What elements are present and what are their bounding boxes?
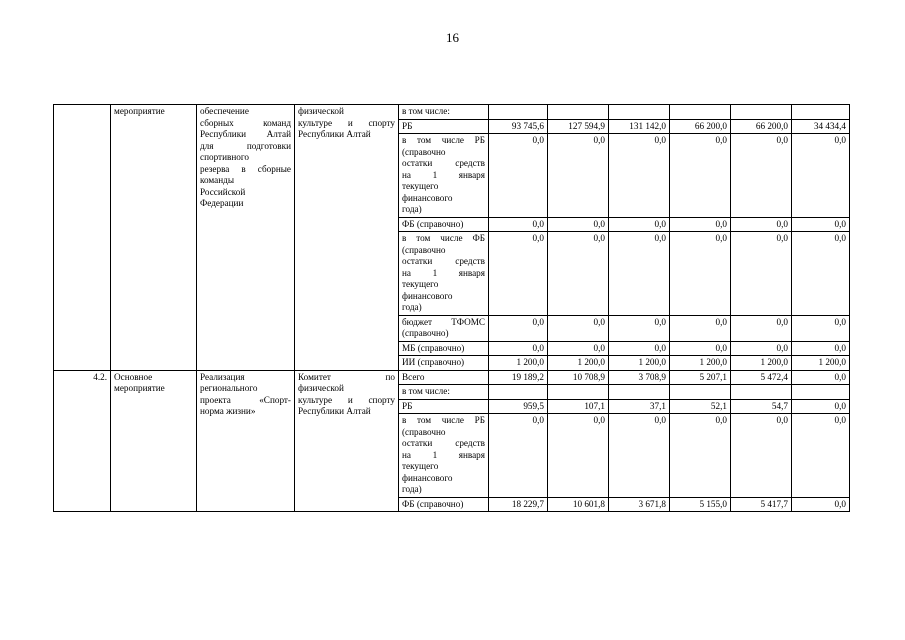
cell-line: культуре и спорту: [298, 394, 395, 405]
cell-description: [197, 370, 295, 512]
cell-line: в том числе:: [402, 106, 450, 116]
cell-executor: [295, 105, 399, 371]
cell-line: Республики Алтай: [298, 129, 371, 139]
cell-value: 1 200,0: [731, 356, 792, 371]
cell-source-label: [399, 119, 489, 134]
cell-line: в том числе:: [402, 386, 450, 396]
cell-line: на 1 января: [402, 169, 485, 180]
cell-value: [731, 385, 792, 400]
cell-value: [548, 105, 609, 120]
cell-source-label: [399, 356, 489, 371]
cell-source-label: [399, 105, 489, 120]
cell-value: 54,7: [731, 399, 792, 414]
cell-value: 0,0: [489, 414, 548, 498]
cell-value: 10 708,9: [548, 370, 609, 385]
cell-line: (справочно): [402, 328, 449, 338]
cell-line: года): [402, 302, 422, 312]
table-row: [54, 105, 850, 120]
cell-line: в том числе РБ: [402, 415, 485, 425]
cell-value: 0,0: [670, 341, 731, 356]
cell-value: 37,1: [609, 399, 670, 414]
cell-value: 0,0: [609, 315, 670, 341]
cell-value: 0,0: [731, 414, 792, 498]
cell-line: года): [402, 204, 422, 214]
cell-value: 3 708,9: [609, 370, 670, 385]
cell-line: регионального: [200, 383, 258, 393]
cell-line: физической: [298, 106, 344, 116]
cell-value: 1 200,0: [609, 356, 670, 371]
cell-value: 34 434,4: [792, 119, 850, 134]
cell-value: 0,0: [731, 341, 792, 356]
cell-source-label: [399, 370, 489, 385]
cell-value: [731, 105, 792, 120]
cell-line: ИИ (справочно): [402, 357, 465, 367]
cell-value: 0,0: [792, 341, 850, 356]
cell-value: 0,0: [489, 217, 548, 232]
cell-value: 0,0: [792, 370, 850, 385]
cell-value: 0,0: [609, 217, 670, 232]
cell-source-label: [399, 134, 489, 218]
cell-value: 93 745,6: [489, 119, 548, 134]
cell-line: (справочно: [402, 146, 446, 157]
cell-value: [609, 385, 670, 400]
cell-source-label: [399, 385, 489, 400]
cell-value: 959,5: [489, 399, 548, 414]
cell-value: 0,0: [731, 315, 792, 341]
cell-value: 0,0: [548, 217, 609, 232]
cell-index: [54, 105, 111, 371]
cell-line: ФБ (справочно): [402, 218, 464, 229]
cell-line: мероприятие: [114, 106, 165, 116]
page-number: 16: [446, 30, 459, 45]
cell-line: 4.2.: [93, 371, 107, 382]
cell-line: года): [402, 484, 422, 494]
cell-line: мероприятие: [114, 383, 165, 393]
cell-line: РБ: [402, 400, 413, 411]
cell-value: 1 200,0: [792, 356, 850, 371]
cell-value: 5 207,1: [670, 370, 731, 385]
cell-line: спортивного: [200, 152, 249, 162]
cell-line: текущего: [402, 181, 439, 191]
cell-index: [54, 370, 111, 512]
cell-value: 0,0: [792, 414, 850, 498]
cell-line: финансового: [402, 472, 453, 483]
cell-line: (справочно: [402, 244, 446, 255]
cell-value: 0,0: [670, 134, 731, 218]
cell-line: для подготовки: [200, 140, 291, 151]
cell-value: 0,0: [670, 414, 731, 498]
cell-value: 0,0: [792, 497, 850, 512]
cell-value: [792, 105, 850, 120]
cell-value: 0,0: [792, 232, 850, 316]
cell-value: 5 472,4: [731, 370, 792, 385]
cell-source-label: [399, 341, 489, 356]
cell-value: 0,0: [609, 414, 670, 498]
cell-value: 0,0: [489, 315, 548, 341]
cell-value: [489, 385, 548, 400]
cell-line: сборных команд: [200, 117, 291, 128]
cell-value: 0,0: [548, 341, 609, 356]
cell-value: 0,0: [489, 341, 548, 356]
cell-line: Республики Алтай: [200, 129, 291, 139]
cell-line: остатки средств: [402, 438, 485, 448]
cell-line: Комитет по: [298, 371, 395, 382]
cell-line: Российской: [200, 186, 246, 197]
cell-value: [609, 105, 670, 120]
cell-line: Реализация: [200, 371, 245, 382]
cell-value: 66 200,0: [731, 119, 792, 134]
cell-line: норма жизни»: [200, 406, 256, 416]
cell-line: на 1 января: [402, 449, 485, 460]
cell-value: 0,0: [670, 315, 731, 341]
cell-value: [489, 105, 548, 120]
cell-line: остатки средств: [402, 256, 485, 266]
cell-line: текущего: [402, 461, 439, 471]
cell-line: финансового: [402, 290, 453, 301]
cell-line: в том числе ФБ: [402, 233, 485, 243]
cell-value: [792, 385, 850, 400]
cell-value: 18 229,7: [489, 497, 548, 512]
cell-line: культуре и спорту: [298, 117, 395, 128]
cell-line: (справочно: [402, 426, 446, 437]
cell-value: 0,0: [609, 134, 670, 218]
cell-type: [111, 370, 197, 512]
cell-source-label: [399, 399, 489, 414]
cell-value: 52,1: [670, 399, 731, 414]
cell-line: МБ (справочно): [402, 342, 465, 353]
cell-value: [548, 385, 609, 400]
cell-line: команды: [200, 175, 235, 185]
cell-source-label: [399, 232, 489, 316]
cell-value: 0,0: [792, 315, 850, 341]
cell-value: 0,0: [731, 217, 792, 232]
cell-value: 0,0: [609, 232, 670, 316]
cell-line: обеспечение: [200, 106, 249, 116]
cell-value: 5 155,0: [670, 497, 731, 512]
cell-value: 0,0: [548, 134, 609, 218]
cell-value: 0,0: [670, 217, 731, 232]
cell-line: РБ: [402, 120, 413, 131]
cell-line: в том числе РБ: [402, 135, 485, 145]
cell-value: 19 189,2: [489, 370, 548, 385]
cell-line: проекта «Спорт-: [200, 394, 291, 405]
cell-value: [670, 385, 731, 400]
cell-line: на 1 января: [402, 267, 485, 278]
cell-value: 0,0: [792, 399, 850, 414]
cell-line: финансового: [402, 192, 453, 203]
cell-source-label: [399, 497, 489, 512]
cell-line: Федерации: [200, 198, 244, 208]
cell-type: [111, 105, 197, 371]
cell-value: 0,0: [792, 217, 850, 232]
cell-value: 127 594,9: [548, 119, 609, 134]
cell-value: 0,0: [489, 134, 548, 218]
cell-value: 0,0: [792, 134, 850, 218]
cell-value: 0,0: [548, 414, 609, 498]
cell-line: бюджет ТФОМС: [402, 316, 485, 327]
cell-description: [197, 105, 295, 371]
cell-value: 131 142,0: [609, 119, 670, 134]
budget-table: [53, 104, 850, 512]
cell-value: 107,1: [548, 399, 609, 414]
cell-value: 3 671,8: [609, 497, 670, 512]
cell-line: ФБ (справочно): [402, 498, 464, 509]
cell-value: 0,0: [670, 232, 731, 316]
cell-source-label: [399, 315, 489, 341]
cell-line: физической: [298, 383, 344, 393]
cell-value: 1 200,0: [670, 356, 731, 371]
cell-value: 1 200,0: [489, 356, 548, 371]
table-row: [54, 370, 850, 385]
cell-value: 0,0: [731, 134, 792, 218]
cell-line: резерва в сборные: [200, 163, 291, 174]
cell-line: остатки средств: [402, 158, 485, 168]
cell-line: Основное: [114, 371, 153, 382]
cell-line: Республики Алтай: [298, 406, 371, 416]
cell-value: [670, 105, 731, 120]
cell-value: 0,0: [731, 232, 792, 316]
cell-value: 1 200,0: [548, 356, 609, 371]
cell-value: 66 200,0: [670, 119, 731, 134]
cell-executor: [295, 370, 399, 512]
cell-source-label: [399, 217, 489, 232]
cell-value: 10 601,8: [548, 497, 609, 512]
cell-value: 0,0: [548, 315, 609, 341]
cell-value: 0,0: [609, 341, 670, 356]
cell-source-label: [399, 414, 489, 498]
cell-value: 0,0: [489, 232, 548, 316]
cell-value: 5 417,7: [731, 497, 792, 512]
cell-line: текущего: [402, 279, 439, 289]
cell-value: 0,0: [548, 232, 609, 316]
cell-line: Всего: [402, 371, 425, 382]
